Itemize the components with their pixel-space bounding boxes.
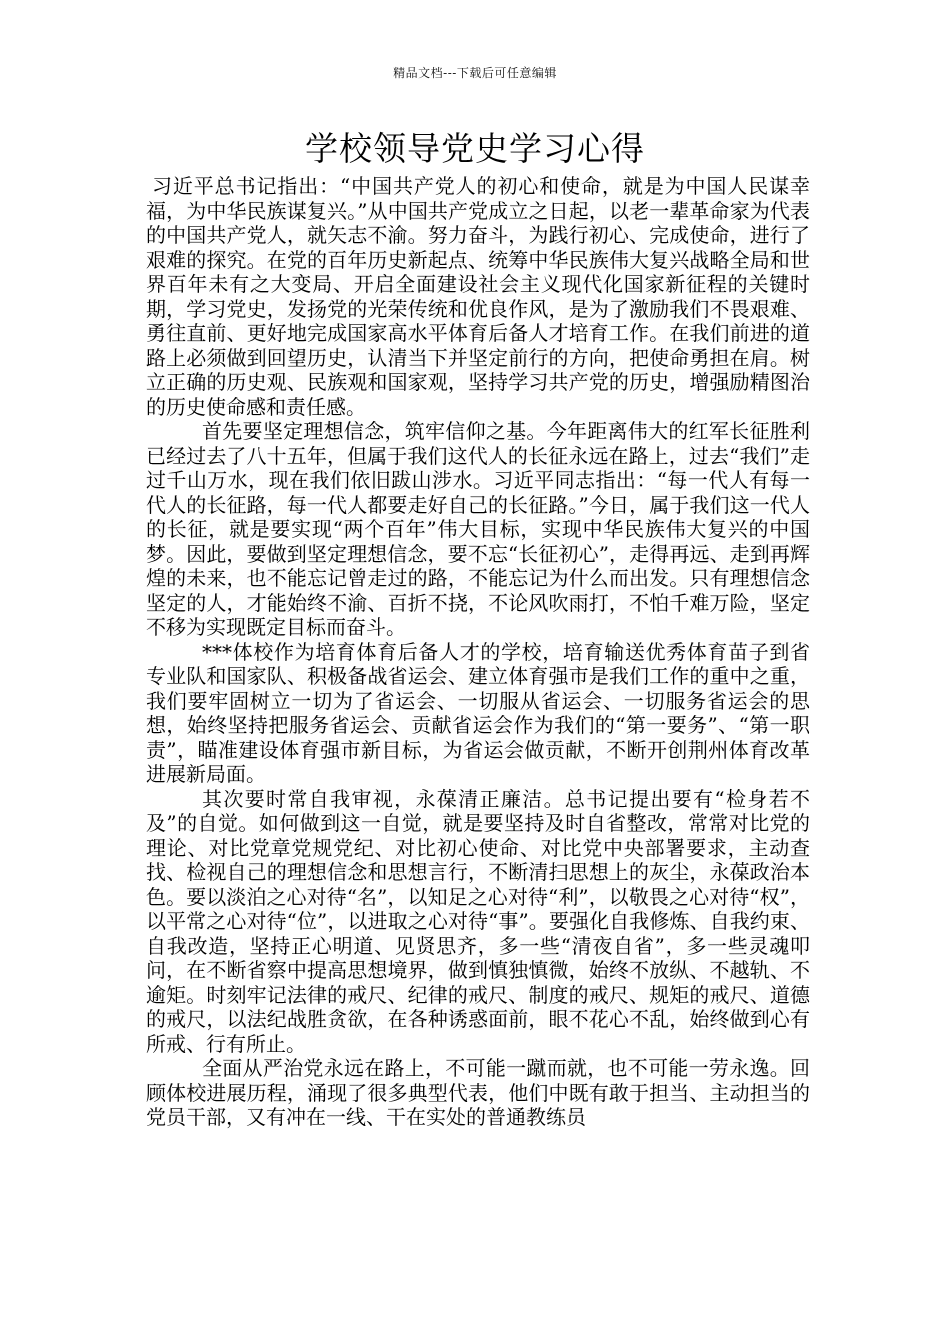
page-header: 精品文档---下载后可任意编辑 [393,66,557,80]
paragraph-self-review: 其次要时常自我审视，永葆清正廉洁。总书记提出要有“检身若不及”的自觉。如何做到这一自觉，就是要坚持及时自省整改，常常对比党的理论、对比党章党规党纪、对比初心使命、对比党中央部署要求，主动查找、检视自己的理想信念和思想言行，不断清扫思想上的灰尘，永葆政治本色。要以淡泊之心对待“名”，以知足之心对待“利”，以敬畏之心对待“权”，以平常之心对待“位”，以进取之心对待“事”。要强化自我修炼、自我约束、自我改造，坚持正心明道、见贤思齐，多一些“清夜自省”，多一些灵魂叩问，在不断省察中提高思想境界，做到慎独慎微，始终不放纵、不越轨、不逾矩。时刻牢记法律的戒尺、纪律的戒尺、制度的戒尺、规矩的戒尺、道德的戒尺，以法纪战胜贪欲，在各种诱惑面前，眼不花心不乱，始终做到心有所戒、行有所止。 [146,786,810,1056]
document-body [146,174,810,1130]
paragraph-intro: 习近平总书记指出：“中国共产党人的初心和使命，就是为中国人民谋幸福，为中华民族谋复兴。”从中国共产党成立之日起，以老一辈革命家为代表的中国共产党人，就矢志不渝。努力奋斗，为践行初心、完成使命，进行了艰难的探究。在党的百年历史新起点、统筹中华民族伟大复兴战略全局和世界百年未有之大变局、开启全面建设社会主义现代化国家新征程的关键时期，学习党史，发扬党的光荣传统和优良作风，是为了激励我们不畏艰难、勇往直前、更好地完成国家高水平体育后备人才培育工作。在我们前进的道路上必须做到回望历史，认清当下并坚定前行的方向，把使命勇担在肩。树立正确的历史观、民族观和国家观，坚持学习共产党的历史，增强励精图治的历史使命感和责任感。 [146,174,810,419]
paragraph-sports-school: ***体校作为培育体育后备人才的学校，培育输送优秀体育苗子到省专业队和国家队、积极备战省运会、建立体育强市是我们工作的重中之重，我们要牢固树立一切为了省运会、一切服从省运会、一切服务省运会的思想，始终坚持把服务省运会、贡献省运会作为我们的“第一要务”、“第一职责”，瞄准建设体育强市新目标，为省运会做贡献，不断开创荆州体育改革进展新局面。 [146,639,810,786]
document-title: 学校领导党史学习心得 [305,129,645,168]
paragraph-ideals: 首先要坚定理想信念，筑牢信仰之基。今年距离伟大的红军长征胜利已经过去了八十五年，但属于我们这代人的长征永远在路上，过去“我们”走过千山万水，现在我们依旧跋山涉水。习近平同志指出：“每一代人有每一代人的长征路，每一代人都要走好自己的长征路。”今日，属于我们这一代人的长征，就是要实现“两个百年”伟大目标，实现中华民族伟大复兴的中国梦。因此，要做到坚定理想信念，要不忘“长征初心”，走得再远、走到再辉煌的未来，也不能忘记曾走过的路，不能忘记为什么而出发。只有理想信念坚定的人，才能始终不渝、百折不挠，不论风吹雨打，不怕千难万险，坚定不移为实现既定目标而奋斗。 [146,419,810,639]
paragraph-discipline: 全面从严治党永远在路上，不可能一蹴而就，也不可能一劳永逸。回顾体校进展历程，涌现了很多典型代表，他们中既有敢于担当、主动担当的党员干部，又有冲在一线、干在实处的普通教练员 [146,1056,810,1129]
